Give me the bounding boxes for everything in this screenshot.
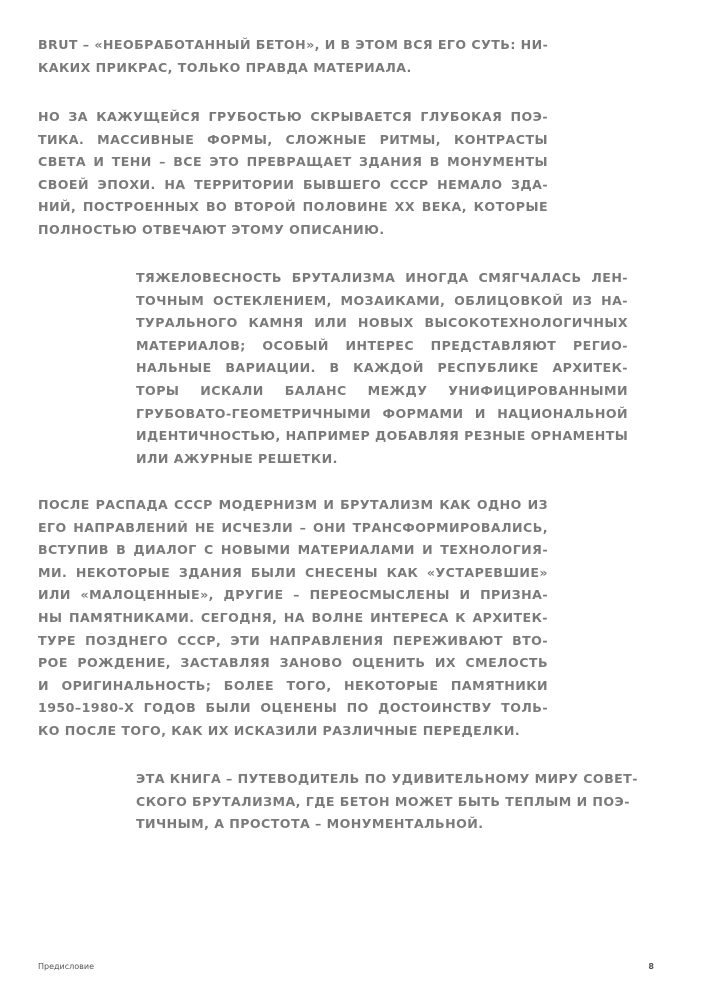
text-line: 1950–1980-Х ГОДОВ БЫЛИ ОЦЕНЕНЫ ПО ДОСТОИНСТВУ ТОЛЬ- — [38, 700, 548, 716]
text-line: ЕГО НАПРАВЛЕНИЙ НЕ ИСЧЕЗЛИ – ОНИ ТРАНСФОРМИРОВАЛИСЬ, — [38, 519, 548, 535]
text-line: ИДЕНТИЧНОСТЬЮ, НАПРИМЕР ДОБАВЛЯЯ РЕЗНЫЕ ОРНАМЕНТЫ — [136, 428, 629, 444]
text-line: ПОЛНОСТЬЮ ОТВЕЧАЮТ ЭТОМУ ОПИСАНИЮ. — [38, 221, 385, 237]
text-line: И ОРИГИНАЛЬНОСТЬ; БОЛЕЕ ТОГО, НЕКОТОРЫЕ ПАМЯТНИКИ — [38, 677, 548, 693]
text-line: BRUT – «НЕОБРАБОТАННЫЙ БЕТОН», И В ЭТОМ ВСЯ ЕГО СУТЬ: НИ- — [38, 37, 549, 52]
text-line: ИЛИ АЖУРНЫЕ РЕШЕТКИ. — [136, 450, 338, 466]
page-number: 8 — [648, 962, 654, 971]
poetics-paragraph — [38, 106, 548, 242]
text-line: ТОРЫ ИСКАЛИ БАЛАНС МЕЖДУ УНИФИЦИРОВАННЫМИ — [136, 382, 628, 398]
text-line: ПОСЛЕ РАСПАДА СССР МОДЕРНИЗМ И БРУТАЛИЗМ КАК ОДНО ИЗ — [38, 497, 548, 512]
softening-paragraph — [136, 267, 628, 470]
text-line: РОЕ РОЖДЕНИЕ, ЗАСТАВЛЯЯ ЗАНОВО ОЦЕНИТЬ ИХ СМЕЛОСТЬ — [38, 655, 548, 671]
text-line: КО ПОСЛЕ ТОГО, КАК ИХ ИСКАЗИЛИ РАЗЛИЧНЫЕ ПЕРЕДЕЛКИ. — [38, 722, 521, 738]
text-line: СКОГО БРУТАЛИЗМА, ГДЕ БЕТОН МОЖЕТ БЫТЬ ТЕПЛЫМ И ПОЭ- — [136, 793, 630, 809]
text-line: ТЯЖЕЛОВЕСНОСТЬ БРУТАЛИЗМА ИНОГДА СМЯГЧАЛАСЬ ЛЕН- — [136, 270, 628, 285]
text-line: КАКИХ ПРИКРАС, ТОЛЬКО ПРАВДА МАТЕРИАЛА. — [38, 59, 412, 75]
text-line: ЭТА КНИГА – ПУТЕВОДИТЕЛЬ ПО УДИВИТЕЛЬНОМУ МИРУ СОВЕТ- — [136, 771, 638, 786]
text-line: ТОЧНЫМ ОСТЕКЛЕНИЕМ, МОЗАИКАМИ, ОБЛИЦОВКОЙ ИЗ НА- — [136, 292, 628, 308]
text-line: МИ. НЕКОТОРЫЕ ЗДАНИЯ БЫЛИ СНЕСЕНЫ КАК «УСТАРЕВШИЕ» — [38, 564, 548, 580]
post-soviet-paragraph — [38, 494, 548, 743]
text-line: ТУРЕ ПОЗДНЕГО СССР, ЭТИ НАПРАВЛЕНИЯ ПЕРЕЖИВАЮТ ВТО- — [38, 632, 548, 648]
text-line: СВЕТА И ТЕНИ – ВСЕ ЭТО ПРЕВРАЩАЕТ ЗДАНИЯ В МОНУМЕНТЫ — [38, 154, 548, 170]
text-line: НАЛЬНЫЕ ВАРИАЦИИ. В КАЖДОЙ РЕСПУБЛИКЕ АРХИТЕК- — [136, 360, 628, 376]
text-line: ГРУБОВАТО-ГЕОМЕТРИЧНЫМИ ФОРМАМИ И НАЦИОНАЛЬНОЙ — [136, 405, 628, 421]
text-line: ТУРАЛЬНОГО КАМНЯ ИЛИ НОВЫХ ВЫСОКОТЕХНОЛОГИЧНЫХ — [136, 315, 628, 331]
text-line: ВСТУПИВ В ДИАЛОГ С НОВЫМИ МАТЕРИАЛАМИ И ТЕХНОЛОГИЯ- — [38, 542, 548, 558]
text-line: НЫ ПАМЯТНИКАМИ. СЕГОДНЯ, НА ВОЛНЕ ИНТЕРЕСА К АРХИТЕК- — [38, 609, 548, 625]
book-guide-paragraph — [136, 768, 638, 836]
text-line: НИЙ, ПОСТРОЕННЫХ ВО ВТОРОЙ ПОЛОВИНЕ XX ВЕКА, КОТОРЫЕ — [38, 199, 548, 215]
text-line: ИЛИ «МАЛОЦЕННЫЕ», ДРУГИЕ – ПЕРЕОСМЫСЛЕНЫ И ПРИЗНА- — [38, 587, 548, 603]
text-line: ТИЧНЫМ, А ПРОСТОТА – МОНУМЕНТАЛЬНОЙ. — [136, 816, 484, 832]
text-line: СВОЕЙ ЭПОХИ. НА ТЕРРИТОРИИ БЫВШЕГО СССР НЕМАЛО ЗДА- — [38, 176, 548, 192]
footer-section-title: Предисловие — [38, 962, 94, 971]
text-line: НО ЗА КАЖУЩЕЙСЯ ГРУБОСТЬЮ СКРЫВАЕТСЯ ГЛУБОКАЯ ПОЭ- — [38, 109, 548, 124]
text-line: ТИКА. МАССИВНЫЕ ФОРМЫ, СЛОЖНЫЕ РИТМЫ, КОНТРАСТЫ — [38, 131, 548, 147]
text-line: МАТЕРИАЛОВ; ОСОБЫЙ ИНТЕРЕС ПРЕДСТАВЛЯЮТ РЕГИО- — [136, 337, 628, 353]
intro-paragraph — [38, 34, 548, 79]
